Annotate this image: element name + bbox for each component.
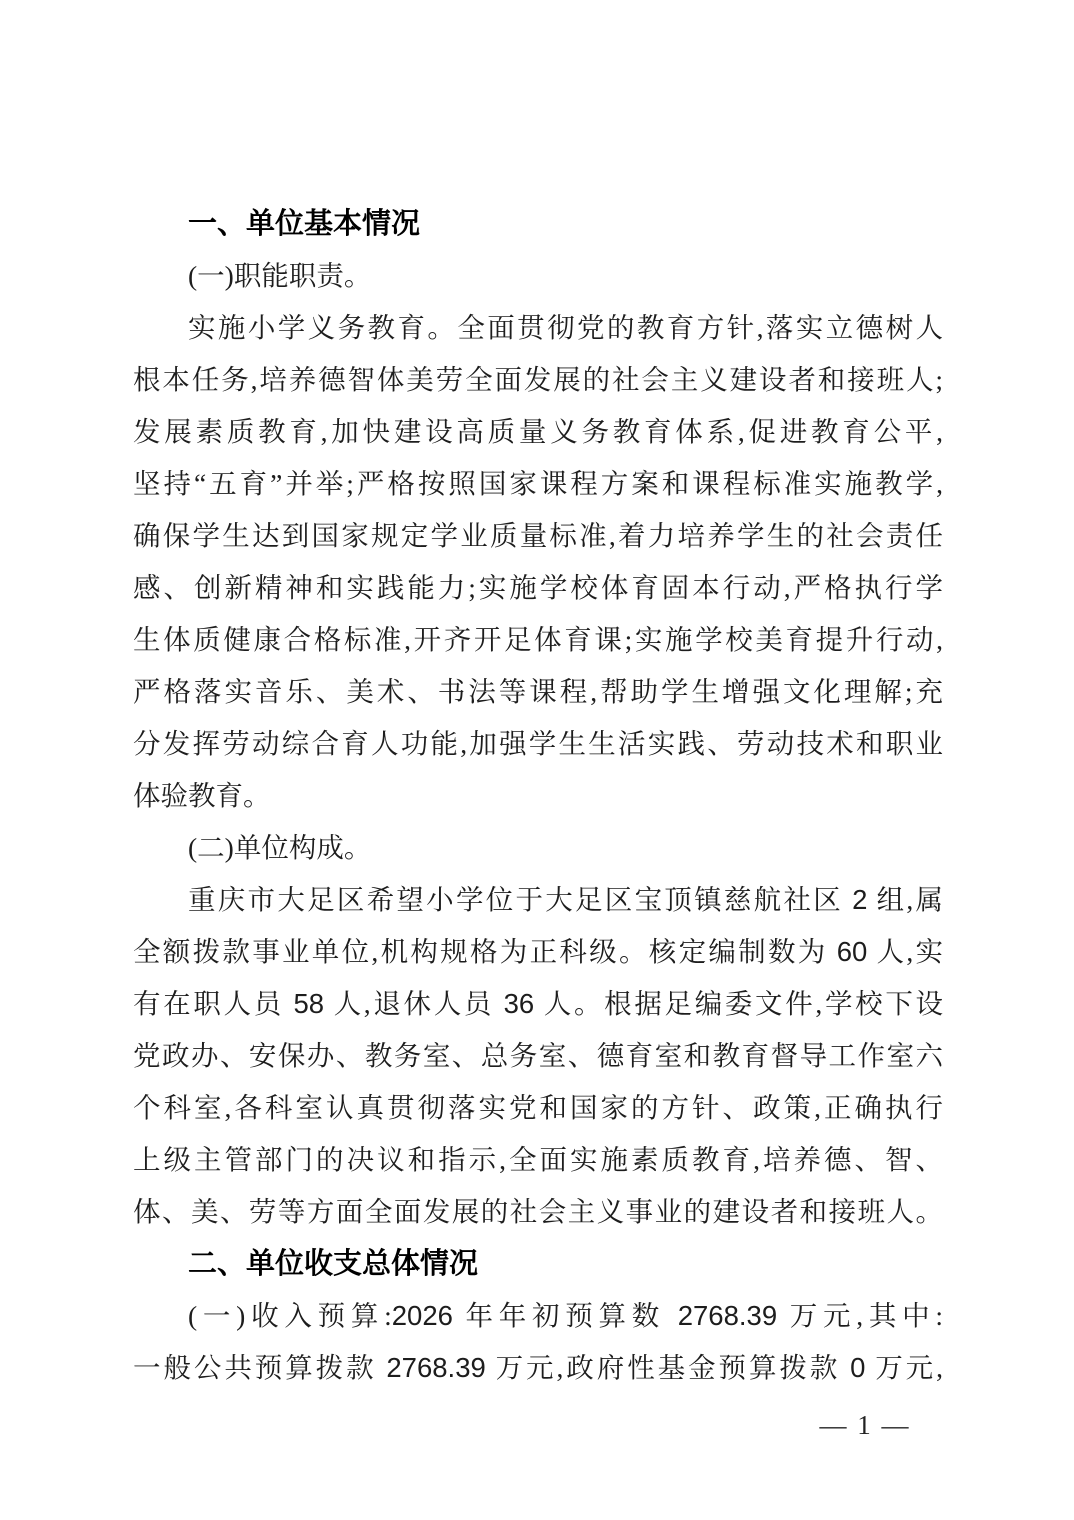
numeric-value: 2 <box>852 884 868 915</box>
numeric-value: 58 <box>293 988 325 1019</box>
text-line: 重庆市大足区希望小学位于大足区宝顶镇慈航社区 2 组,属 <box>188 884 943 915</box>
text-line: 体验教育。 <box>133 780 271 811</box>
document-body <box>133 198 943 1394</box>
text-line: 全额拨款事业单位,机构规格为正科级。核定编制数为 60 人,实 <box>133 936 943 967</box>
text-line: (一)职能职责。 <box>188 260 372 291</box>
text-line: 确保学生达到国家规定学业质量标准,着力培养学生的社会责任 <box>133 520 943 551</box>
text-line: 体、美、劳等方面全面发展的社会主义事业的建设者和接班人。 <box>133 1196 943 1227</box>
text-line: 实施小学义务教育。全面贯彻党的教育方针,落实立德树人 <box>188 312 943 343</box>
text-line: 党政办、安保办、教务室、总务室、德育室和教育督导工作室六 <box>133 1040 943 1071</box>
numeric-value: 2026 <box>391 1300 453 1331</box>
numeric-value: 60 <box>836 936 868 967</box>
numeric-value: 2768.39 <box>677 1300 778 1331</box>
text-line: 感、创新精神和实践能力;实施学校体育固本行动,严格执行学 <box>133 572 943 603</box>
page-number: — 1 — <box>819 1410 911 1440</box>
numeric-value: 36 <box>503 988 535 1019</box>
text-line: 个科室,各科室认真贯彻落实党和国家的方针、政策,正确执行 <box>133 1092 943 1123</box>
section-heading: 一、单位基本情况 <box>188 208 421 240</box>
text-line: 坚持“五育”并举;严格按照国家课程方案和课程标准实施教学, <box>133 468 943 499</box>
text-line: (一)收入预算:2026 年年初预算数 2768.39 万元,其中: <box>188 1300 943 1331</box>
numeric-value: 2768.39 <box>386 1352 486 1383</box>
text-line: 一般公共预算拨款 2768.39 万元,政府性基金预算拨款 0 万元, <box>133 1352 943 1383</box>
text-line: 严格落实音乐、美术、书法等课程,帮助学生增强文化理解;充 <box>133 676 943 707</box>
text-line: (二)单位构成。 <box>188 832 372 863</box>
text-line: 分发挥劳动综合育人功能,加强学生生活实践、劳动技术和职业 <box>133 728 943 759</box>
numeric-value: 0 <box>850 1352 866 1383</box>
text-line: 有在职人员 58 人,退休人员 36 人。根据足编委文件,学校下设 <box>133 988 943 1019</box>
text-line: 发展素质教育,加快建设高质量义务教育体系,促进教育公平, <box>133 416 943 447</box>
text-line: 根本任务,培养德智体美劳全面发展的社会主义建设者和接班人; <box>133 364 943 395</box>
text-line: 生体质健康合格标准,开齐开足体育课;实施学校美育提升行动, <box>133 624 943 655</box>
text-line: 上级主管部门的决议和指示,全面实施素质教育,培养德、智、 <box>133 1144 943 1175</box>
section-heading: 二、单位收支总体情况 <box>188 1248 479 1280</box>
